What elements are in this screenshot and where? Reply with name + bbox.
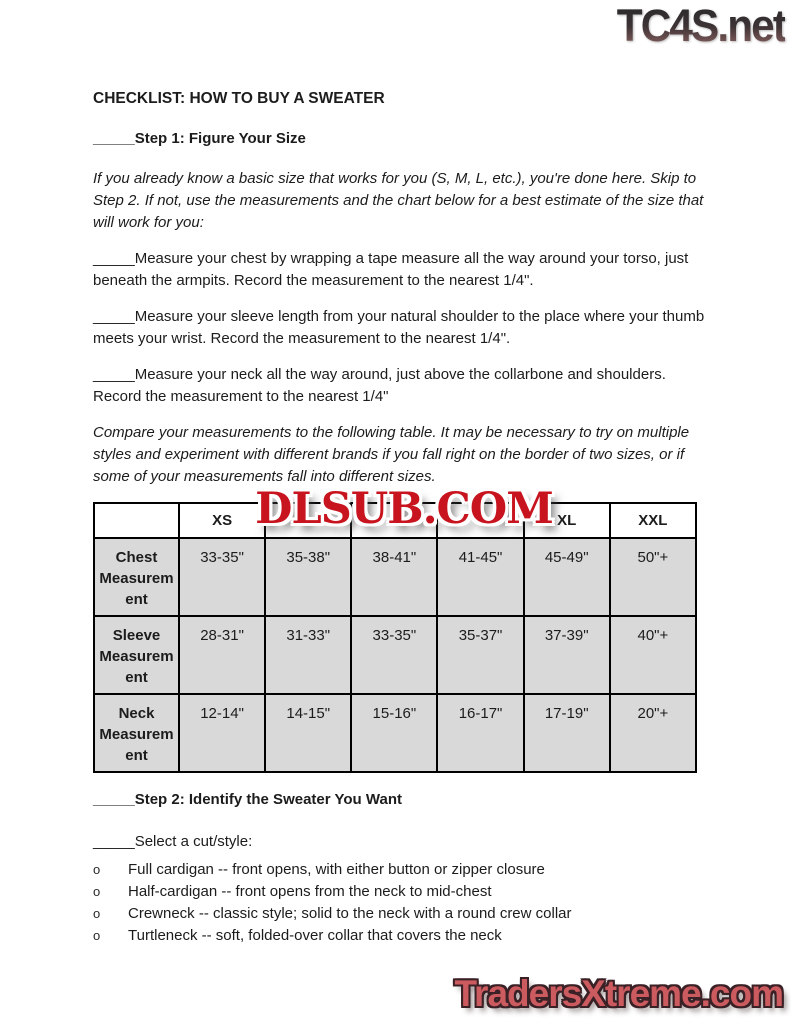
table-cell: 15-16" [351,694,437,772]
circle-bullet-icon: o [93,862,101,877]
table-cell: 37-39" [524,616,610,694]
table-row-chest [94,538,696,616]
table-cell: 14-15" [265,694,351,772]
table-cell: 38-41" [351,538,437,616]
row-label-sleeve: Sleeve Measurement [94,616,179,694]
dlsub-watermark: DLSUB.COM [255,484,553,534]
table-cell: 41-45" [437,538,523,616]
column-header-xxl: XXL [610,503,696,538]
table-cell: 20"+ [610,694,696,772]
table-row-neck [94,694,696,772]
column-header-xs: XS [179,503,265,538]
table-cell: 35-37" [437,616,523,694]
row-label-chest: Chest Measurement [94,538,179,616]
table-cell: 33-35" [179,538,265,616]
circle-bullet-icon: o [93,884,101,899]
table-cell: 33-35" [351,616,437,694]
page-title: CHECKLIST: HOW TO BUY A SWEATER [93,90,385,107]
tc4s-logo: TC4S.net [616,0,785,51]
table-cell: 31-33" [265,616,351,694]
table-cell: 35-38" [265,538,351,616]
table-cell: 28-31" [179,616,265,694]
document-content [93,88,715,947]
table-cell: 50"+ [610,538,696,616]
list-item-label: Crewneck -- classic style; solid to the neck with a round crew collar [128,905,572,922]
list-item [93,881,715,903]
size-table [93,502,697,773]
table-row-sleeve [94,616,696,694]
list-item [93,859,715,881]
list-item [93,925,715,947]
size-table-container [93,484,715,773]
measure-sleeve-paragraph: _____Measure your sleeve length from your natural shoulder to the place where your thumb meets your wrist. Record the measurement to the nearest 1/4". [93,308,705,347]
select-style-line: _____Select a cut/style: [93,833,253,850]
row-label-neck: Neck Measurement [94,694,179,772]
column-header-blank [94,503,179,538]
compare-paragraph: Compare your measurements to the following table. It may be necessary to try on multiple styles and experiment with different brands if you fall right on the border of two sizes, or if some of your measurements fall into different sizes. [93,424,690,485]
list-item [93,903,715,925]
circle-bullet-icon: o [93,928,101,943]
measure-neck-paragraph: _____Measure your neck all the way around, just above the collarbone and shoulders. Record the measurement to the nearest 1/4" [93,366,666,405]
tradersxtreme-logo: TradersXtreme.com [454,973,783,1014]
list-item-label: Turtleneck -- soft, folded-over collar that covers the neck [128,927,502,944]
table-cell: 45-49" [524,538,610,616]
table-cell: 12-14" [179,694,265,772]
table-cell: 40"+ [610,616,696,694]
style-list [93,859,715,947]
step2-heading: _____Step 2: Identify the Sweater You Want [93,791,402,808]
measure-chest-paragraph: _____Measure your chest by wrapping a tape measure all the way around your torso, just beneath the armpits. Record the measurement to the nearest 1/4". [93,250,689,289]
column-header-xl: XL [524,503,610,538]
table-cell: 16-17" [437,694,523,772]
step1-heading: _____Step 1: Figure Your Size [93,130,306,147]
table-cell: 17-19" [524,694,610,772]
intro-paragraph: If you already know a basic size that works for you (S, M, L, etc.), you're done here. Skip to Step 2. If not, use the measurements and the chart below for a best estimate of the size that will work for you: [93,170,704,231]
circle-bullet-icon: o [93,906,101,921]
list-item-label: Full cardigan -- front opens, with either button or zipper closure [128,861,545,878]
list-item-label: Half-cardigan -- front opens from the neck to mid-chest [128,883,492,900]
